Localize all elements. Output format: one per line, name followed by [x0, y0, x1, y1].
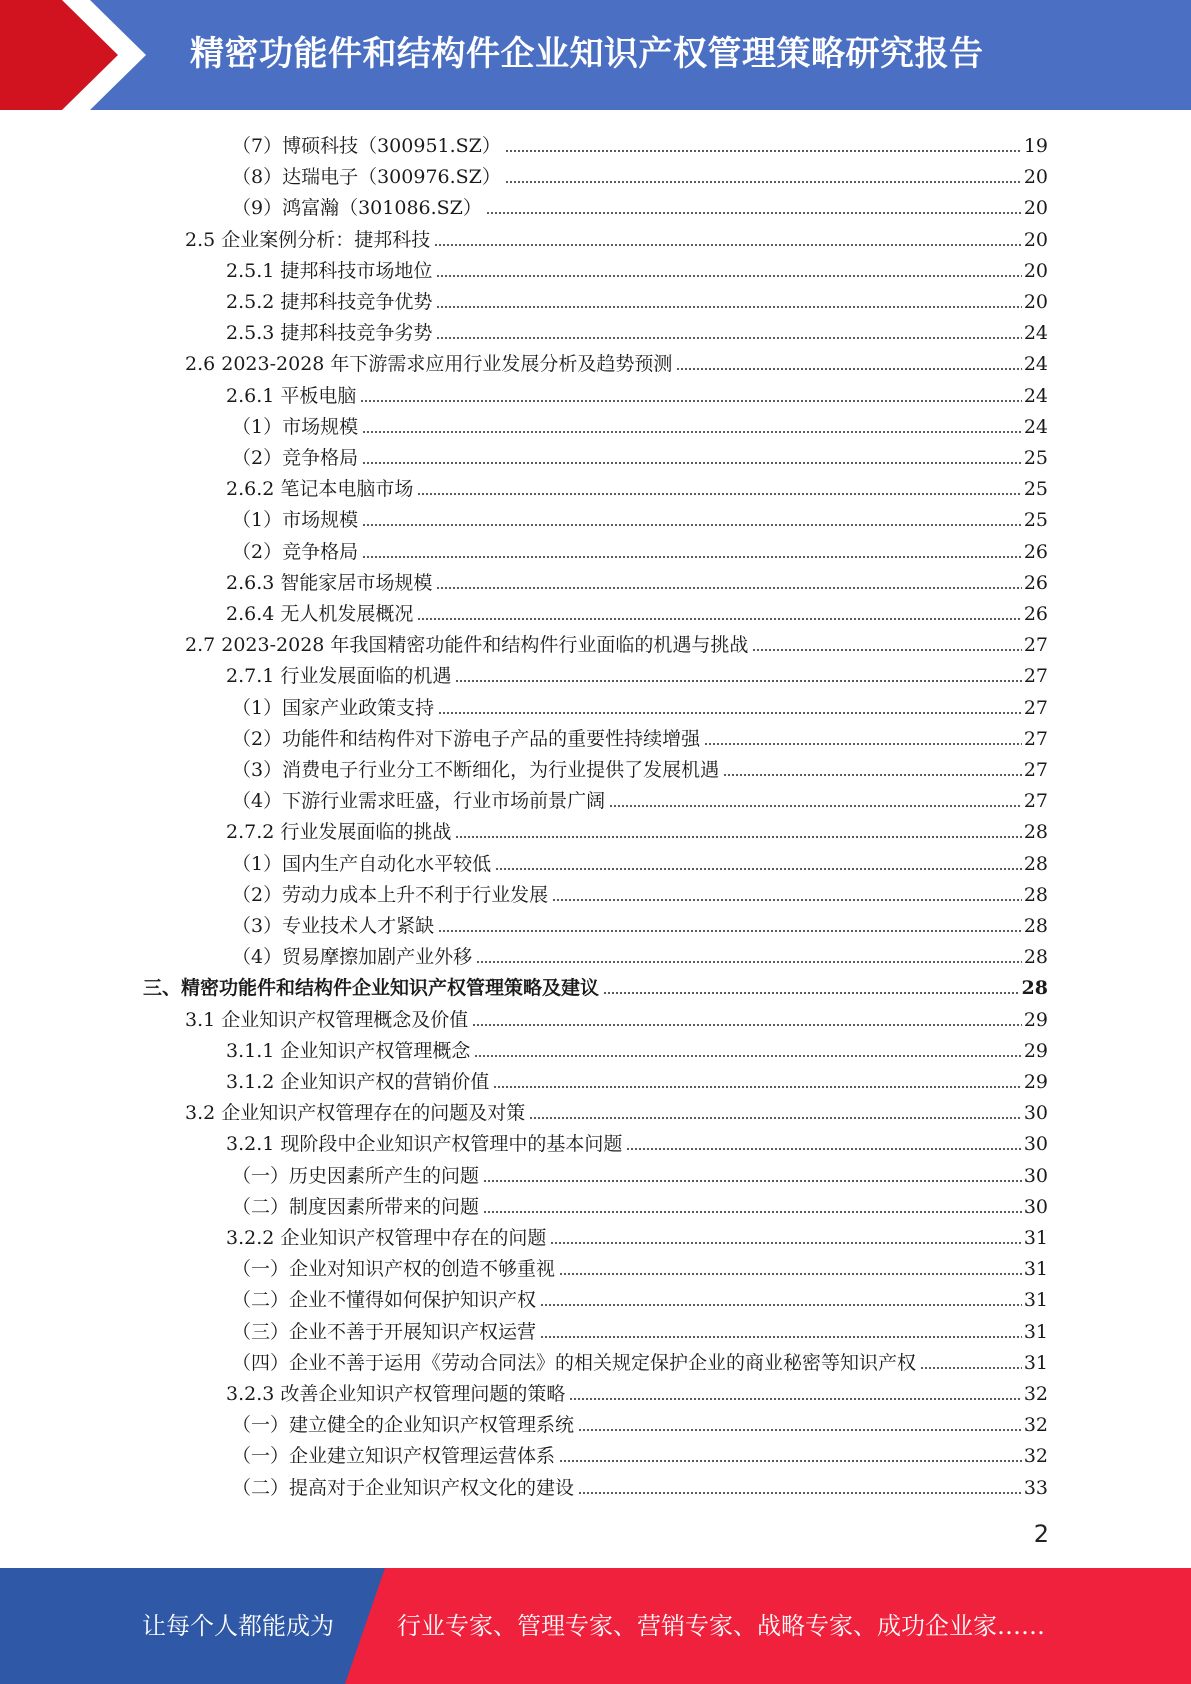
toc-dot-leader: [552, 898, 1022, 902]
toc-entry[interactable]: [226, 283, 1048, 314]
toc-dot-leader: [436, 305, 1021, 309]
toc-dot-leader: [486, 211, 1022, 215]
toc-entry-label: （4）贸易摩擦加剧产业外移: [232, 946, 473, 968]
toc-entry[interactable]: [226, 657, 1048, 688]
toc-dot-leader: [474, 1054, 1021, 1058]
toc-entry-label: （二）提高对于企业知识产权文化的建设: [232, 1477, 575, 1499]
toc-entry-page: 30: [1023, 1165, 1048, 1187]
toc-dot-leader: [752, 648, 1021, 652]
toc-entry-label: 三、精密功能件和结构件企业知识产权管理策略及建议: [143, 977, 600, 999]
toc-dot-leader: [476, 960, 1022, 964]
toc-entry[interactable]: [185, 345, 1048, 376]
toc-entry-label: 2.6.2 笔记本电脑市场: [226, 478, 414, 500]
toc-entry-label: （一）企业对知识产权的创造不够重视: [232, 1258, 556, 1280]
toc-entry[interactable]: [232, 1344, 1048, 1375]
toc-entry-label: （1）市场规模: [232, 416, 359, 438]
toc-entry[interactable]: [226, 470, 1048, 501]
toc-entry[interactable]: [226, 564, 1048, 595]
toc-dot-leader: [360, 399, 1021, 403]
toc-entry-label: （一）企业建立知识产权管理运营体系: [232, 1445, 556, 1467]
toc-dot-leader: [609, 804, 1022, 808]
toc-dot-leader: [472, 1023, 1022, 1027]
toc-entry-page: 28: [1023, 853, 1048, 875]
toc-entry-label: 2.6.3 智能家居市场规模: [226, 572, 433, 594]
toc-entry-page: 27: [1023, 790, 1048, 812]
toc-dot-leader: [704, 742, 1022, 746]
toc-entry[interactable]: [232, 876, 1048, 907]
toc-entry-label: （四）企业不善于运用《劳动合同法》的相关规定保护企业的商业秘密等知识产权: [232, 1352, 917, 1374]
toc-entry[interactable]: [232, 1250, 1048, 1281]
toc-entry[interactable]: [226, 1219, 1048, 1250]
toc-dot-leader: [550, 1241, 1021, 1245]
toc-entry-label: （8）达瑞电子（300976.SZ）: [232, 166, 501, 188]
toc-entry[interactable]: [143, 969, 1048, 1000]
toc-entry[interactable]: [232, 533, 1048, 564]
toc-entry[interactable]: [226, 1375, 1048, 1406]
toc-entry-label: （2）竞争格局: [232, 447, 359, 469]
toc-entry[interactable]: [232, 938, 1048, 969]
toc-entry[interactable]: [232, 1313, 1048, 1344]
toc-entry[interactable]: [232, 782, 1048, 813]
toc-entry-page: 29: [1023, 1040, 1048, 1062]
toc-entry-label: 2.7.1 行业发展面临的机遇: [226, 665, 452, 687]
toc-entry-page: 24: [1023, 385, 1048, 407]
toc-entry[interactable]: [226, 377, 1048, 408]
toc-dot-leader: [417, 492, 1021, 496]
toc-entry-page: 31: [1023, 1321, 1048, 1343]
toc-entry-label: （二）制度因素所带来的问题: [232, 1196, 480, 1218]
toc-dot-leader: [455, 835, 1021, 839]
toc-entry-page: 32: [1023, 1414, 1048, 1436]
toc-entry-label: （三）企业不善于开展知识产权运营: [232, 1321, 537, 1343]
toc-entry-page: 20: [1023, 197, 1048, 219]
toc-entry-page: 31: [1023, 1227, 1048, 1249]
toc-entry-label: （9）鸿富瀚（301086.SZ）: [232, 197, 482, 219]
toc-dot-leader: [495, 867, 1022, 871]
page-header: [0, 0, 1191, 110]
toc-entry-page: 24: [1023, 353, 1048, 375]
toc-entry-label: 3.1.2 企业知识产权的营销价值: [226, 1071, 490, 1093]
toc-entry-label: （一）建立健全的企业知识产权管理系统: [232, 1414, 575, 1436]
toc-entry-label: 2.6 2023-2028 年下游需求应用行业发展分析及趋势预测: [185, 353, 673, 375]
toc-dot-leader: [569, 1397, 1021, 1401]
footer-slogan-left: 让每个人都能成为: [142, 1612, 334, 1640]
toc-entry-page: 29: [1023, 1009, 1048, 1031]
toc-entry-page: 28: [1023, 884, 1048, 906]
toc-entry-label: 2.5.3 捷邦科技竞争劣势: [226, 322, 433, 344]
toc-entry-label: 3.2.1 现阶段中企业知识产权管理中的基本问题: [226, 1133, 623, 1155]
toc-entry-label: 2.5.2 捷邦科技竞争优势: [226, 291, 433, 313]
report-title: 精密功能件和结构件企业知识产权管理策略研究报告: [190, 34, 984, 74]
toc-entry[interactable]: [232, 845, 1048, 876]
toc-entry-label: 2.7.2 行业发展面临的挑战: [226, 821, 452, 843]
header-chevron-decoration: [0, 0, 150, 110]
toc-entry[interactable]: [232, 751, 1048, 782]
toc-entry[interactable]: [232, 1437, 1048, 1468]
toc-dot-leader: [529, 1116, 1022, 1120]
toc-entry[interactable]: [226, 1063, 1048, 1094]
toc-entry-label: 2.5 企业案例分析：捷邦科技: [185, 229, 431, 251]
toc-entry-page: 19: [1023, 135, 1048, 157]
toc-entry-label: 3.2.3 改善企业知识产权管理问题的策略: [226, 1383, 566, 1405]
toc-entry[interactable]: [232, 1406, 1048, 1437]
toc-entry[interactable]: [185, 626, 1048, 657]
toc-dot-leader: [603, 991, 1020, 995]
toc-entry[interactable]: [185, 1001, 1048, 1032]
toc-entry[interactable]: [232, 1469, 1048, 1500]
toc-entry-page: 27: [1023, 728, 1048, 750]
toc-entry-page: 25: [1023, 478, 1048, 500]
toc-dot-leader: [920, 1366, 1022, 1370]
toc-entry-page: 28: [1023, 946, 1048, 968]
toc-entry-label: （7）博硕科技（300951.SZ）: [232, 135, 501, 157]
toc-dot-leader: [362, 430, 1022, 434]
toc-entry[interactable]: [226, 314, 1048, 345]
toc-entry-label: （3）消费电子行业分工不断细化，为行业提供了发展机遇: [232, 759, 720, 781]
toc-entry-page: 30: [1023, 1102, 1048, 1124]
toc-dot-leader: [505, 149, 1022, 153]
toc-entry-label: （2）竞争格局: [232, 541, 359, 563]
toc-entry[interactable]: [232, 689, 1048, 720]
toc-entry-label: 2.6.4 无人机发展概况: [226, 603, 414, 625]
toc-dot-leader: [505, 180, 1022, 184]
toc-entry-page: 32: [1023, 1445, 1048, 1467]
toc-entry-label: （2）劳动力成本上升不利于行业发展: [232, 884, 549, 906]
toc-entry-page: 24: [1023, 416, 1048, 438]
toc-entry-label: （1）市场规模: [232, 509, 359, 531]
toc-entry-label: （2）功能件和结构件对下游电子产品的重要性持续增强: [232, 728, 701, 750]
toc-dot-leader: [723, 773, 1022, 777]
toc-entry-label: （3）专业技术人才紧缺: [232, 915, 435, 937]
toc-entry-page: 31: [1023, 1289, 1048, 1311]
toc-entry-page: 25: [1023, 509, 1048, 531]
toc-entry-label: 2.5.1 捷邦科技市场地位: [226, 260, 433, 282]
toc-dot-leader: [362, 461, 1022, 465]
toc-entry-page: 26: [1023, 603, 1048, 625]
toc-entry[interactable]: [232, 127, 1048, 158]
toc-entry[interactable]: [226, 813, 1048, 844]
toc-entry-page: 26: [1023, 572, 1048, 594]
toc-dot-leader: [493, 1085, 1021, 1089]
toc-entry[interactable]: [185, 221, 1048, 252]
footer-slogan-right: 行业专家、管理专家、营销专家、战略专家、成功企业家……: [397, 1612, 1045, 1640]
toc-entry-label: 2.6.1 平板电脑: [226, 385, 357, 407]
toc-entry-page: 24: [1023, 322, 1048, 344]
toc-entry[interactable]: [226, 1125, 1048, 1156]
toc-entry[interactable]: [185, 1094, 1048, 1125]
toc-entry-page: 25: [1023, 447, 1048, 469]
toc-entry-label: （二）企业不懂得如何保护知识产权: [232, 1289, 537, 1311]
toc-dot-leader: [434, 243, 1022, 247]
toc-dot-leader: [436, 274, 1021, 278]
toc-dot-leader: [578, 1428, 1022, 1432]
toc-dot-leader: [362, 555, 1022, 559]
toc-entry[interactable]: [226, 1032, 1048, 1063]
toc-dot-leader: [438, 929, 1022, 933]
toc-entry-page: 20: [1023, 229, 1048, 251]
toc-entry[interactable]: [232, 907, 1048, 938]
toc-entry-page: 27: [1023, 759, 1048, 781]
toc-dot-leader: [626, 1147, 1021, 1151]
toc-entry-page: 20: [1023, 291, 1048, 313]
toc-entry-page: 30: [1023, 1133, 1048, 1155]
toc-dot-leader: [455, 679, 1021, 683]
toc-entry-page: 20: [1023, 166, 1048, 188]
toc-entry-label: （4）下游行业需求旺盛，行业市场前景广阔: [232, 790, 606, 812]
toc-entry[interactable]: [226, 595, 1048, 626]
toc-entry-label: （1）国内生产自动化水平较低: [232, 853, 492, 875]
toc-entry[interactable]: [232, 158, 1048, 189]
toc-dot-leader: [559, 1459, 1022, 1463]
toc-entry[interactable]: [232, 720, 1048, 751]
toc-entry[interactable]: [232, 1281, 1048, 1312]
toc-entry[interactable]: [232, 189, 1048, 220]
toc-entry[interactable]: [232, 1188, 1048, 1219]
page-number: 2: [1033, 1520, 1049, 1548]
toc-entry-page: 26: [1023, 541, 1048, 563]
toc-dot-leader: [559, 1272, 1022, 1276]
toc-dot-leader: [676, 367, 1021, 371]
toc-entry-label: 3.2 企业知识产权管理存在的问题及对策: [185, 1102, 526, 1124]
toc-entry-page: 31: [1023, 1258, 1048, 1280]
toc-entry-page: 29: [1023, 1071, 1048, 1093]
toc-entry-page: 27: [1023, 665, 1048, 687]
toc-entry-page: 28: [1021, 977, 1048, 999]
toc-entry-label: 3.1 企业知识产权管理概念及价值: [185, 1009, 469, 1031]
toc-entry[interactable]: [232, 439, 1048, 470]
page-footer: [0, 1568, 1191, 1684]
toc-entry-page: 20: [1023, 260, 1048, 282]
toc-dot-leader: [540, 1335, 1022, 1339]
toc-entry[interactable]: [226, 252, 1048, 283]
toc-entry-page: 32: [1023, 1383, 1048, 1405]
toc-dot-leader: [483, 1179, 1022, 1183]
toc-entry-label: 3.2.2 企业知识产权管理中存在的问题: [226, 1227, 547, 1249]
toc-entry-page: 28: [1023, 915, 1048, 937]
toc-dot-leader: [540, 1303, 1022, 1307]
toc-dot-leader: [436, 586, 1021, 590]
toc-dot-leader: [362, 523, 1022, 527]
toc-entry-page: 30: [1023, 1196, 1048, 1218]
toc-dot-leader: [438, 711, 1022, 715]
toc-entry-label: 3.1.1 企业知识产权管理概念: [226, 1040, 471, 1062]
toc-dot-leader: [578, 1491, 1022, 1495]
toc-entry[interactable]: [232, 408, 1048, 439]
toc-entry-page: 31: [1023, 1352, 1048, 1374]
toc-entry-label: （一）历史因素所产生的问题: [232, 1165, 480, 1187]
toc-dot-leader: [483, 1210, 1022, 1214]
toc-dot-leader: [436, 336, 1021, 340]
toc-entry-page: 28: [1023, 821, 1048, 843]
toc-entry[interactable]: [232, 1157, 1048, 1188]
toc-entry-page: 27: [1023, 697, 1048, 719]
toc-entry-page: 33: [1023, 1477, 1048, 1499]
toc-dot-leader: [417, 617, 1021, 621]
toc-entry[interactable]: [232, 501, 1048, 532]
toc-entry-page: 27: [1023, 634, 1048, 656]
toc-entry-label: 2.7 2023-2028 年我国精密功能件和结构件行业面临的机遇与挑战: [185, 634, 749, 656]
toc-entry-label: （1）国家产业政策支持: [232, 697, 435, 719]
